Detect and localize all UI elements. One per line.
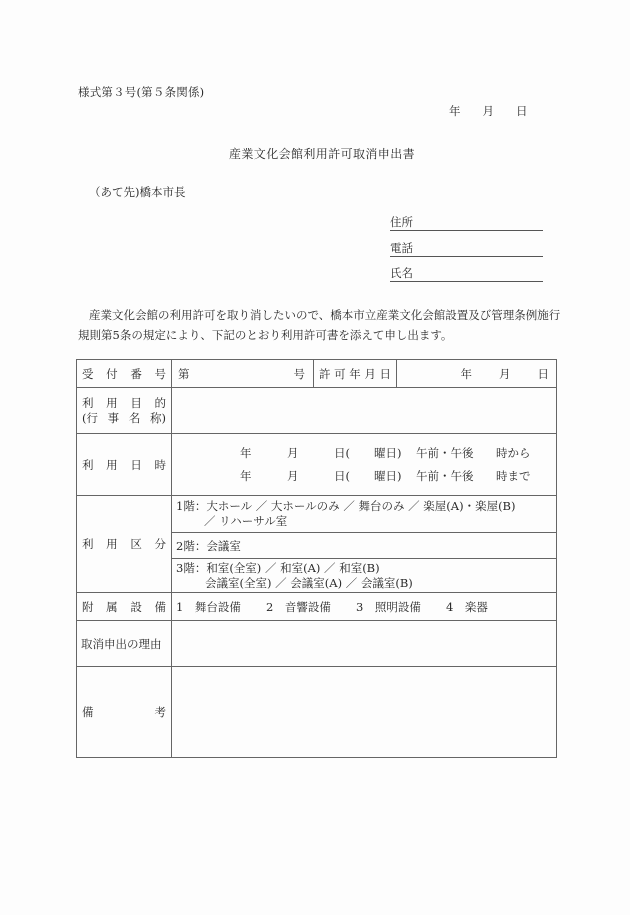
purpose-field[interactable]	[172, 388, 557, 434]
datetime-field[interactable]	[172, 434, 557, 496]
zone-floor1-row	[77, 496, 557, 533]
date-day-label: 日	[516, 104, 528, 118]
receipt-number-label: 受 付 番 号	[77, 360, 172, 388]
form-number: 様式第３号(第５条関係)	[78, 85, 205, 99]
equipment-row	[77, 593, 557, 621]
submission-date	[449, 103, 528, 119]
zone-floor1-options[interactable]: 1階：大ホール ／ 大ホールのみ ／ 舞台のみ ／ 楽屋(A)・楽屋(B) ／ リハーサル室	[172, 496, 557, 533]
name-field[interactable]	[390, 266, 543, 282]
zone-floor3-options[interactable]: 3階：和室(全室) ／ 和室(A) ／ 和室(B) 会議室(全室) ／ 会議室(A) ／ 会議室(B)	[172, 559, 557, 593]
zone-floor2-options[interactable]: 2階：会議室	[172, 533, 557, 559]
phone-field[interactable]	[390, 241, 543, 257]
datetime-end: 年 月 日( 曜日) 午前・午後 時まで	[240, 468, 531, 483]
datetime-start: 年 月 日( 曜日) 午前・午後 時から	[240, 445, 531, 460]
equipment-options	[172, 593, 557, 621]
permit-year-label: 年	[460, 366, 472, 381]
addressee: （あて先)橋本市長	[89, 185, 186, 199]
date-year-label: 年	[449, 104, 461, 118]
equipment-lighting[interactable]: 3 照明設備	[356, 599, 421, 614]
address-label: 住所	[390, 215, 413, 229]
remarks-field[interactable]	[172, 667, 557, 758]
date-month-label: 月	[482, 104, 494, 118]
phone-label: 電話	[390, 241, 413, 255]
purpose-label: 利 用 目 的 (行 事 名 称)	[77, 388, 172, 434]
equipment-stage[interactable]: 1 舞台設備	[176, 599, 241, 614]
document-title: 産業文化会館利用許可取消申出書	[229, 147, 416, 161]
equipment-sound[interactable]: 2 音響設備	[266, 599, 331, 614]
datetime-label: 利 用 日 時	[77, 434, 172, 496]
reason-label: 取消申出の理由	[77, 621, 172, 667]
remarks-label: 備 考	[77, 667, 172, 758]
remarks-row	[77, 667, 557, 758]
receipt-row	[77, 360, 557, 388]
form-table	[76, 359, 557, 758]
zone-label: 利 用 区 分	[77, 496, 172, 593]
reason-row	[77, 621, 557, 667]
body-text: 産業文化会館の利用許可を取り消したいので、橋本市立産業文化会館設置及び管理条例施行規則第5条の規定により、下記のとおり利用許可書を添えて申し出ます。	[78, 308, 561, 342]
permit-month-label: 月	[499, 366, 511, 381]
receipt-suffix: 号	[293, 366, 305, 381]
equipment-instruments[interactable]: 4 楽器	[446, 599, 488, 614]
receipt-prefix: 第	[178, 366, 190, 381]
reason-field[interactable]	[172, 621, 557, 667]
address-field[interactable]	[390, 215, 543, 231]
equipment-label: 附 属 設 備	[77, 593, 172, 621]
receipt-number-field[interactable]	[172, 360, 314, 388]
purpose-row	[77, 388, 557, 434]
name-label: 氏名	[390, 266, 413, 280]
permit-day-label: 日	[537, 366, 549, 381]
permit-date-field[interactable]	[397, 360, 557, 388]
datetime-row	[77, 434, 557, 496]
permit-date-label: 許 可 年 月 日	[314, 360, 397, 388]
